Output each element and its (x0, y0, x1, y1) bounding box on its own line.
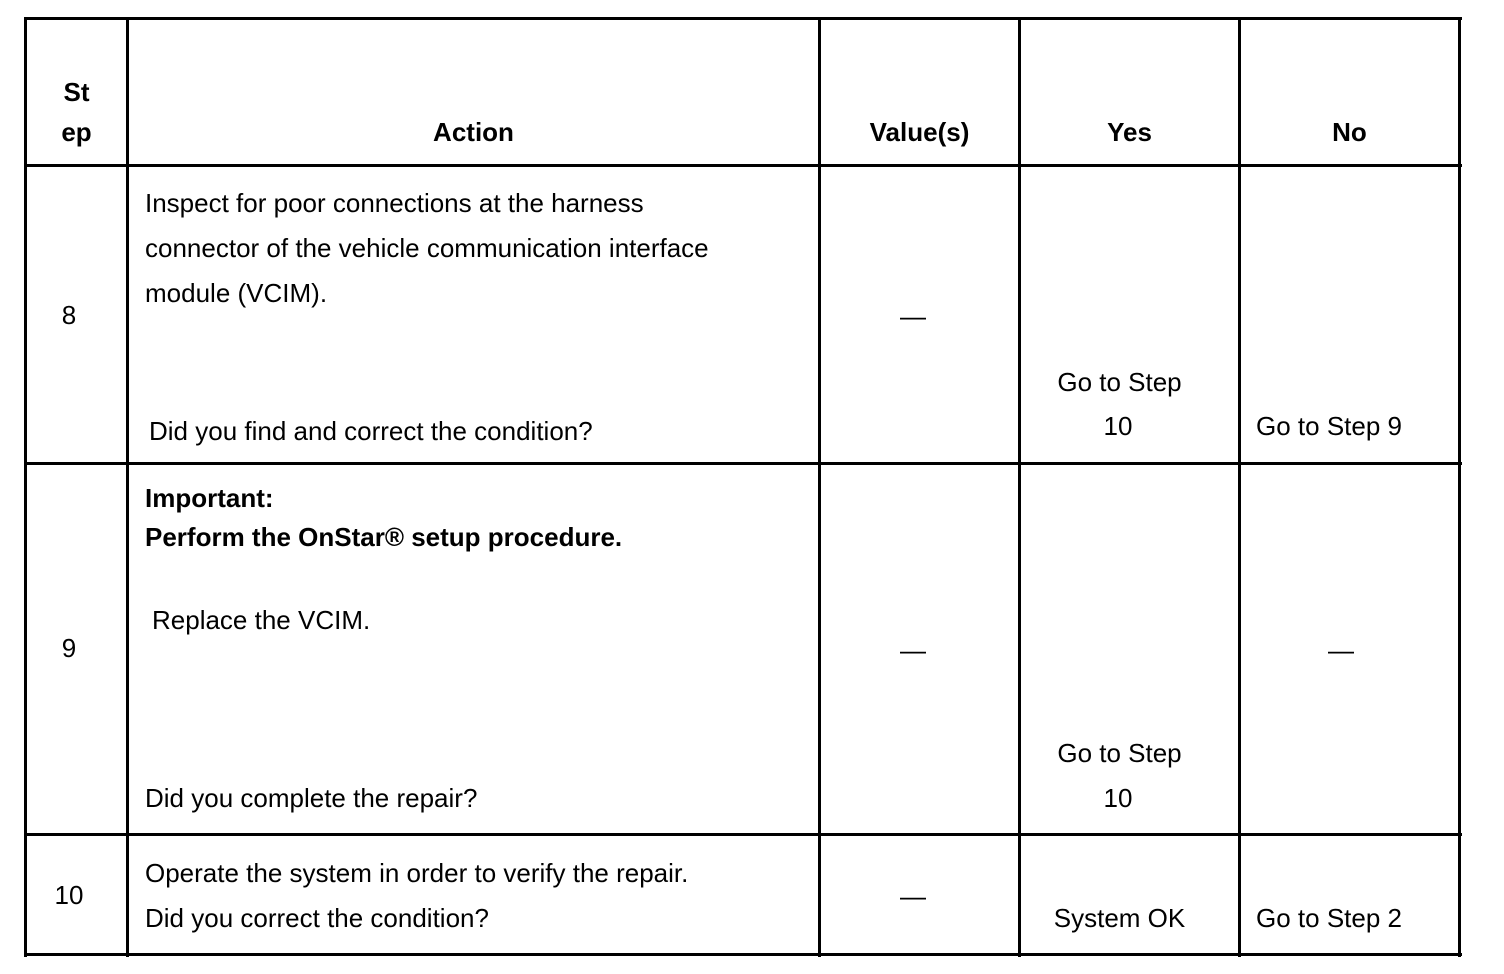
yes-cell-line1: Go to Step (1057, 738, 1182, 768)
table-border-top (24, 17, 1462, 20)
step-number: 8 (61, 300, 77, 330)
column-divider (1238, 17, 1241, 957)
important-text: Perform the OnStar® setup procedure. (145, 522, 623, 552)
value-cell: — (900, 635, 926, 665)
no-cell: Go to Step 9 (1256, 411, 1402, 441)
row-divider (24, 462, 1462, 465)
yes-cell-line2: 10 (1103, 783, 1133, 813)
yes-cell-line1: Go to Step (1057, 367, 1182, 397)
header-action: Action (433, 117, 514, 147)
no-cell: — (1328, 635, 1354, 665)
row-divider (24, 833, 1462, 836)
action-text: Operate the system in order to verify the repair. (145, 858, 689, 888)
header-step-line2: ep (61, 117, 92, 147)
action-text-line: connector of the vehicle communication interface (145, 233, 709, 263)
yes-cell: System OK (1053, 903, 1186, 933)
action-text-line: Inspect for poor connections at the harness (145, 188, 644, 218)
yes-cell-line2: 10 (1103, 411, 1133, 441)
header-values: Value(s) (869, 117, 970, 147)
column-divider (126, 17, 129, 957)
column-divider (818, 17, 821, 957)
step-number: 9 (61, 633, 77, 663)
header-yes: Yes (1107, 117, 1152, 147)
action-text-line: module (VCIM). (145, 278, 328, 308)
action-question: Did you find and correct the condition? (149, 416, 593, 446)
value-cell: — (900, 881, 926, 911)
important-label: Important: (145, 483, 274, 513)
action-question: Did you complete the repair? (145, 783, 478, 813)
action-text: Replace the VCIM. (152, 605, 371, 635)
action-question: Did you correct the condition? (145, 903, 489, 933)
table-border-right (1458, 17, 1461, 957)
step-number: 10 (54, 880, 84, 910)
table-border-left (24, 17, 27, 957)
header-divider (24, 164, 1462, 167)
header-step-line1: St (63, 77, 90, 107)
no-cell: Go to Step 2 (1256, 903, 1402, 933)
header-no: No (1332, 117, 1367, 147)
value-cell: — (900, 301, 926, 331)
table-border-bottom (24, 953, 1462, 956)
